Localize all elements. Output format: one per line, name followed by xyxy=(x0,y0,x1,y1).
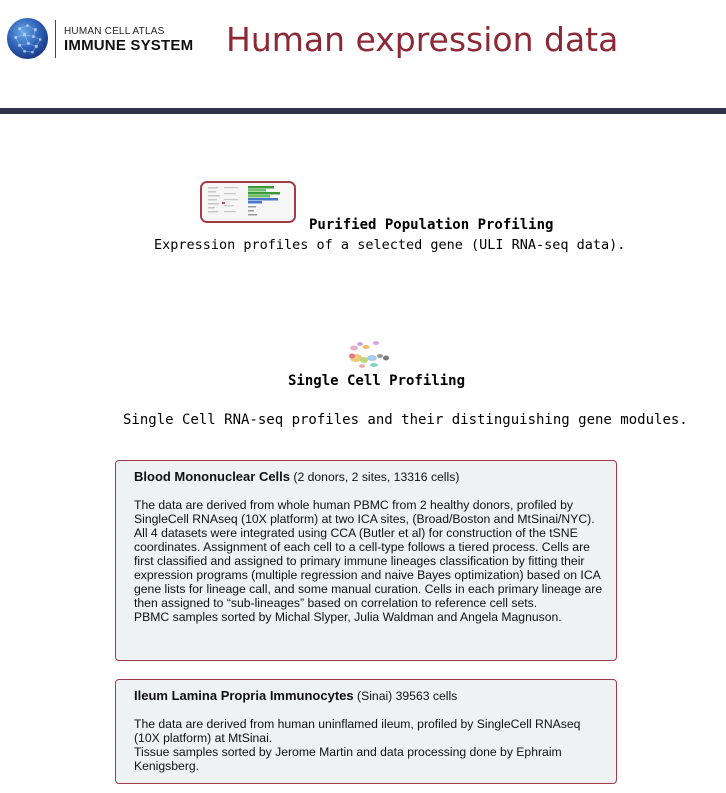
dataset-title[interactable]: Blood Mononuclear Cells xyxy=(134,469,291,484)
dataset-card-ileum[interactable] xyxy=(115,679,617,784)
bar-chart-thumbnail-icon[interactable] xyxy=(200,181,296,223)
header-divider-bar xyxy=(0,108,726,114)
dataset-description xyxy=(134,498,606,624)
dataset-meta: (Sinai) 39563 cells xyxy=(357,689,458,703)
dataset-credits: Tissue samples sorted by Jerome Martin and data processing done by Ephraim Kenigsberg. xyxy=(134,745,562,773)
logo-text-top[interactable]: HUMAN CELL ATLAS xyxy=(64,26,165,37)
logo-divider xyxy=(55,20,56,58)
globe-network-icon[interactable] xyxy=(6,17,49,60)
dataset-body-text: The data are derived from human uninflamed ileum, profiled by SingleCell RNAseq (10X platform) at MtSinai. xyxy=(134,717,581,745)
single-cell-profiling-title[interactable]: Single Cell Profiling xyxy=(288,373,466,389)
single-cell-profiling-description: Single Cell RNA-seq profiles and their distinguishing gene modules. xyxy=(123,412,688,428)
dataset-card-header xyxy=(134,689,606,703)
dataset-card-pbmc[interactable] xyxy=(115,460,617,661)
dataset-meta: (2 donors, 2 sites, 13316 cells) xyxy=(293,470,460,484)
dataset-credits: PBMC samples sorted by Michal Slyper, Julia Waldman and Angela Magnuson. xyxy=(134,610,562,624)
purified-profiling-title[interactable]: Purified Population Profiling xyxy=(309,217,554,233)
purified-profiling-description: Expression profiles of a selected gene (ULI RNA-seq data). xyxy=(154,237,626,253)
logo-text-main[interactable]: IMMUNE SYSTEM xyxy=(64,37,194,54)
page-title: Human expression data xyxy=(226,20,619,59)
dataset-title[interactable]: Ileum Lamina Propria Immunocytes xyxy=(134,688,354,703)
dataset-description xyxy=(134,717,606,773)
dataset-card-header xyxy=(134,470,606,484)
tsne-clusters-thumbnail-icon[interactable] xyxy=(344,338,392,370)
dataset-body-text: The data are derived from whole human PBMC from 2 healthy donors, profiled by SingleCell RNAseq (10X platform) at two ICA sites, (Broad/Boston and MtSinai/NYC). All 4 datasets were integrated using CCA (Butler et al) for construction of the tSNE coordinates. Assignment of each cell to a cell-type follows a tiered process. Cells are first classified and assigned to primary immune lineages classification by fitting their expression programs (multiple regression and naive Bayes optimization) based on ICA gene lists for lineage call, and some manual curation. Cells in each primary lineage are then assigned to “sub-lineages” based on correlation to reference cell sets. xyxy=(134,498,603,610)
header xyxy=(0,0,726,108)
